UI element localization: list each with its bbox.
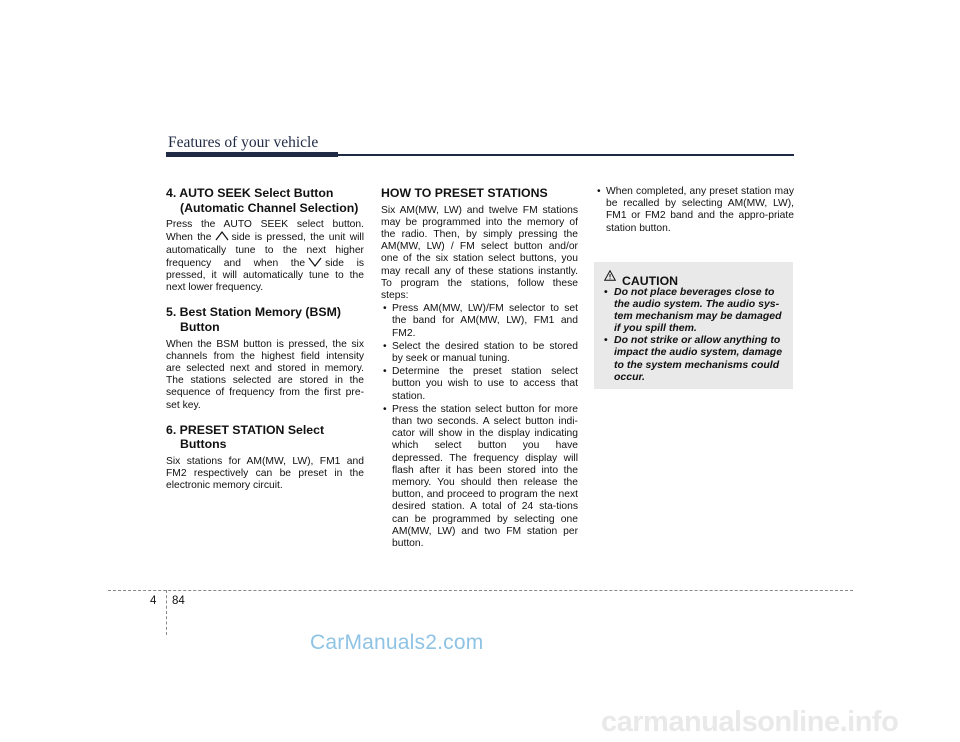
section-body bbox=[166, 219, 364, 294]
list-item: • Press AM(MW, LW)/FM selector to set the band for AM(MW, LW), FM1 and FM2. bbox=[381, 303, 578, 340]
watermark-primary: CarManuals2.com bbox=[310, 631, 484, 654]
heading-line: 5. Best Station Memory (BSM) bbox=[166, 305, 341, 320]
chapter-number: 4 bbox=[150, 595, 157, 607]
warning-triangle-icon bbox=[604, 270, 616, 281]
caution-box bbox=[594, 262, 793, 389]
column-middle bbox=[381, 186, 578, 550]
heading-line: 4. AUTO SEEK Select Button bbox=[166, 186, 334, 200]
body-text: side is pressed, the unit will automatically tune to the next higher frequency and when the bbox=[166, 232, 365, 269]
column-left bbox=[166, 186, 364, 504]
footer-rule bbox=[108, 590, 853, 591]
caution-list bbox=[602, 286, 788, 383]
section-intro: Six AM(MW, LW) and twelve FM stations may be programmed into the memory of the radio. Then, by simply pressing the AM(MW, LW) / FM select button and/or one of the six station select buttons, you may recall any of these stations instantly. To program the stations, follow these steps: bbox=[381, 204, 578, 302]
section-body: When the BSM button is pressed, the six channels from the highest field intensity are selected next and stored in memory. The stations selected are stored in the sequence of frequency from the first pre-set key. bbox=[166, 338, 364, 411]
heading-line: 6. PRESET STATION Select bbox=[166, 422, 325, 437]
heading-line: Button bbox=[180, 320, 220, 334]
footer-divider bbox=[166, 590, 167, 635]
heading-line: (Automatic Channel Selection) bbox=[180, 200, 359, 215]
section-bsm bbox=[166, 305, 364, 411]
list-item: • Press the station select button for more than two seconds. A select button indi-cator will show in the display indicating which select button you have depressed. The frequency display will flash after it has been stored into the memory. You should then release the button, and proceed to program the next desired station. A total of 24 sta-tions can be programmed by selecting one AM(MW, LW) and two FM station per button. bbox=[381, 404, 578, 550]
caution-title: CAUTION bbox=[622, 274, 679, 288]
page-number: 84 bbox=[172, 595, 185, 607]
list-item: • Determine the preset station select button you wish to use to access that station. bbox=[381, 366, 578, 403]
list-item: • Do not place beverages close to the audio system. The audio sys-tem mechanism may be damaged if you spill them. bbox=[602, 286, 788, 334]
header-rule-thin bbox=[338, 154, 794, 156]
section-heading: HOW TO PRESET STATIONS bbox=[381, 186, 548, 200]
section-heading bbox=[166, 305, 364, 334]
steps-list bbox=[595, 186, 794, 235]
section-heading bbox=[166, 186, 364, 215]
header-rule-thick bbox=[166, 152, 338, 157]
list-item: • When completed, any preset station may be recalled by selecting AM(MW, LW), FM1 or FM2 band and the appro-priate station button. bbox=[595, 186, 794, 235]
page-header-title: Features of your vehicle bbox=[168, 134, 319, 151]
watermark-secondary: carmanualsonline.info bbox=[601, 706, 899, 738]
section-body: Six stations for AM(MW, LW), FM1 and FM2 respectively can be preset in the electronic memory circuit. bbox=[166, 456, 364, 492]
list-item: • Select the desired station to be stored by seek or manual tuning. bbox=[381, 341, 578, 365]
heading-line: Buttons bbox=[180, 437, 227, 452]
list-item: • Do not strike or allow anything to impact the audio system, damage to the system mechanisms could occur. bbox=[602, 334, 788, 382]
body-text: Press the AUTO SEEK select button. When the bbox=[166, 219, 364, 244]
body-text: side is pressed, it will automatically tune to the next lower frequency. bbox=[166, 257, 365, 294]
steps-list bbox=[381, 303, 578, 550]
section-auto-seek bbox=[166, 186, 364, 294]
section-preset-buttons bbox=[166, 423, 364, 493]
column-right bbox=[595, 186, 794, 235]
chevron-down-icon bbox=[308, 257, 322, 267]
section-heading bbox=[166, 423, 364, 452]
chevron-up-icon bbox=[215, 231, 229, 241]
